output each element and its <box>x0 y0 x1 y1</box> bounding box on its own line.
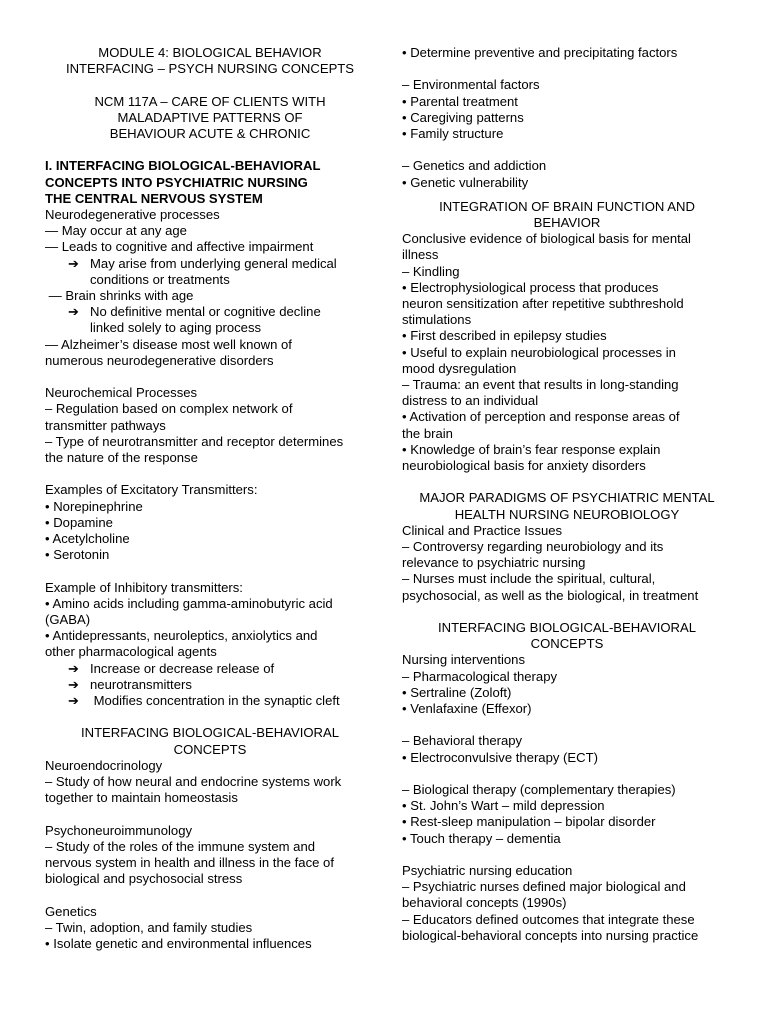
chem-item: – Regulation based on complex network of <box>45 401 293 417</box>
arrow-icon: ➔ <box>68 255 79 271</box>
interfacing-heading-line-2: CONCEPTS <box>530 636 604 652</box>
sub-heading <box>45 725 375 757</box>
interfacing-heading-line-1: INTERFACING BIOLOGICAL-BEHAVIORAL <box>437 620 697 636</box>
integration-heading-line-1: INTEGRATION OF BRAIN FUNCTION AND <box>439 198 695 214</box>
inhib-item: • Amino acids including gamma-aminobutyric acid <box>45 595 333 611</box>
bt-item: • Electroconvulsive therapy (ECT) <box>402 749 598 765</box>
module-title-line-2: INTERFACING – PSYCH NURSING CONCEPTS <box>65 61 355 77</box>
gen-item: – Twin, adoption, and family studies <box>45 919 253 935</box>
bio-item: • St. John’s Wart – mild depression <box>402 798 605 814</box>
right-column <box>402 45 732 944</box>
excitatory-section <box>45 482 375 563</box>
excit-item: • Acetylcholine <box>45 531 130 547</box>
sub-heading-line-1: INTERFACING BIOLOGICAL-BEHAVIORAL <box>80 725 340 741</box>
excit-title: Examples of Excitatory Transmitters: <box>45 482 258 498</box>
genetics-continued-item: • Determine preventive and precipitating factors <box>402 45 678 60</box>
module-title-line-1: MODULE 4: BIOLOGICAL BEHAVIOR <box>98 45 322 60</box>
chem-title: Neurochemical Processes <box>45 385 198 401</box>
para-item: – Controversy regarding neurobiology and its <box>402 539 664 555</box>
course-title-line-2: MALADAPTIVE PATTERNS OF <box>117 109 303 125</box>
para-item: relevance to psychiatric nursing <box>402 555 586 571</box>
edu-item: – Psychiatric nurses defined major biological and <box>402 879 686 895</box>
integ-item: • Useful to explain neurobiological processes in <box>402 344 676 360</box>
section-heading-line-2: CONCEPTS INTO PSYCHIATRIC NURSING <box>45 174 308 190</box>
genadd-item: • Genetic vulnerability <box>402 174 529 190</box>
inhib-item: • Antidepressants, neuroleptics, anxiolytics and <box>45 628 318 644</box>
neuro-subitem <box>45 304 375 336</box>
bio-item: • Rest-sleep manipulation – bipolar disorder <box>402 814 656 830</box>
env-item: • Parental treatment <box>402 93 518 109</box>
edu-item: – Educators defined outcomes that integrate these <box>402 911 695 927</box>
paradigms-section <box>402 523 732 604</box>
neuro-item: — Brain shrinks with age <box>45 288 194 304</box>
course-title-line-3: BEHAVIOUR ACUTE & CHRONIC <box>109 126 311 141</box>
integ-item: – Trauma: an event that results in long-standing <box>402 377 679 393</box>
paradigms-heading-line-2: HEALTH NURSING NEUROBIOLOGY <box>454 506 680 522</box>
env-item: • Caregiving patterns <box>402 109 524 125</box>
immuno-item: biological and psychosocial stress <box>45 871 243 887</box>
neuro-subitem-line: May arise from underlying general medical <box>90 255 337 271</box>
biological-therapy-section <box>402 782 732 847</box>
integ-item: mood dysregulation <box>402 360 517 376</box>
chem-item: the nature of the response <box>45 450 198 466</box>
immuno-item: nervous system in health and illness in the face of <box>45 855 334 871</box>
neuro-subitem <box>45 256 375 288</box>
paradigms-heading-line-1: MAJOR PARADIGMS OF PSYCHIATRIC MENTAL <box>419 490 715 506</box>
inhib-subitem-line: neurotransmitters <box>90 676 192 692</box>
inhib-subitem-line: Increase or decrease release of <box>90 660 275 676</box>
edu-item: biological-behavioral concepts into nursing practice <box>402 927 699 943</box>
ni-item: – Pharmacological therapy <box>402 668 558 684</box>
integ-item: neuron sensitization after repetitive subthreshold <box>402 296 684 312</box>
para-item: – Nurses must include the spiritual, cultural, <box>402 571 656 587</box>
interfacing-heading <box>402 620 732 652</box>
endo-item: together to maintain homeostasis <box>45 790 238 806</box>
integration-heading <box>402 199 732 231</box>
integ-item: illness <box>402 247 439 263</box>
paradigms-heading <box>402 490 732 522</box>
immuno-item: – Study of the roles of the immune system and <box>45 838 316 854</box>
arrow-icon: ➔ <box>68 304 79 320</box>
integ-item: neurobiological basis for anxiety disorders <box>402 458 646 474</box>
gen-item: • Isolate genetic and environmental influences <box>45 936 312 952</box>
inhib-subitem-line: Modifies concentration in the synaptic cleft <box>90 693 340 709</box>
excit-item: • Dopamine <box>45 514 113 530</box>
integration-section <box>402 231 732 474</box>
neuro-title: Neurodegenerative processes <box>45 207 220 222</box>
neurochemical-section <box>45 385 375 466</box>
behavioral-therapy-section <box>402 733 732 765</box>
inhib-item: (GABA) <box>45 612 91 628</box>
left-column <box>45 45 375 952</box>
inhib-subitem <box>45 677 375 693</box>
module-title <box>45 45 375 77</box>
environmental-section <box>402 77 732 142</box>
bt-title: – Behavioral therapy <box>402 733 523 749</box>
integ-item: stimulations <box>402 312 472 328</box>
arrow-icon: ➔ <box>68 693 79 709</box>
inhib-title: Example of Inhibitory transmitters: <box>45 579 243 595</box>
edu-item: behavioral concepts (1990s) <box>402 895 567 911</box>
excit-item: • Serotonin <box>45 547 110 563</box>
section-heading-line-3: THE CENTRAL NERVOUS SYSTEM <box>45 190 263 206</box>
endo-item: – Study of how neural and endocrine systems work <box>45 774 342 790</box>
inhib-item: other pharmacological agents <box>45 644 217 660</box>
section-heading-line-1: I. INTERFACING BIOLOGICAL-BEHAVIORAL <box>45 158 321 174</box>
neuro-item: — Leads to cognitive and affective impairment <box>45 239 314 255</box>
integ-item: • Electrophysiological process that produces <box>402 279 659 295</box>
course-title-line-1: NCM 117A – CARE OF CLIENTS WITH <box>94 93 326 109</box>
section-heading <box>45 158 375 207</box>
genetics-section <box>45 904 375 953</box>
neuro-subitem-line: conditions or treatments <box>90 271 230 287</box>
integ-item: • Activation of perception and response areas of <box>402 409 680 425</box>
integ-item: Conclusive evidence of biological basis for mental <box>402 231 691 247</box>
neuro-item: numerous neurodegenerative disorders <box>45 352 274 368</box>
chem-item: – Type of neurotransmitter and receptor determines <box>45 433 344 449</box>
edu-title: Psychiatric nursing education <box>402 863 573 879</box>
integ-item: – Kindling <box>402 263 460 279</box>
bio-item: • Touch therapy – dementia <box>402 830 561 846</box>
integ-item: • First described in epilepsy studies <box>402 328 607 344</box>
ni-item: • Venlafaxine (Effexor) <box>402 701 532 717</box>
neuro-item: — May occur at any age <box>45 223 187 239</box>
genadd-title: – Genetics and addiction <box>402 158 547 174</box>
ni-title: Nursing interventions <box>402 652 525 668</box>
psychoneuroimmunology-section <box>45 823 375 888</box>
neuro-subitem-line: linked solely to aging process <box>90 320 262 336</box>
neuro-subitem-line: No definitive mental or cognitive decline <box>90 304 321 320</box>
nursing-interventions-section <box>402 652 732 717</box>
env-item: • Family structure <box>402 126 504 141</box>
excit-item: • Norepinephrine <box>45 498 143 514</box>
neurodegenerative-section <box>45 207 375 369</box>
para-item: psychosocial, as well as the biological, in treatment <box>402 587 699 603</box>
arrow-icon: ➔ <box>68 676 79 692</box>
inhibitory-section <box>45 580 375 710</box>
gen-title: Genetics <box>45 903 97 919</box>
integ-item: • Knowledge of brain’s fear response explain <box>402 441 661 457</box>
immuno-title: Psychoneuroimmunology <box>45 822 193 838</box>
para-item: Clinical and Practice Issues <box>402 522 563 538</box>
education-section <box>402 863 732 944</box>
integration-heading-line-2: BEHAVIOR <box>533 215 601 230</box>
env-title: – Environmental factors <box>402 77 540 93</box>
chem-item: transmitter pathways <box>45 417 166 433</box>
bio-title: – Biological therapy (complementary therapies) <box>402 782 676 798</box>
genetics-addiction-section <box>402 158 732 190</box>
neuroendocrinology-section <box>45 758 375 807</box>
inhib-subitem <box>45 661 375 677</box>
ni-item: • Sertraline (Zoloft) <box>402 684 512 700</box>
arrow-icon: ➔ <box>68 660 79 676</box>
endo-title: Neuroendocrinology <box>45 757 163 773</box>
sub-heading-line-2: CONCEPTS <box>173 741 247 757</box>
integ-item: the brain <box>402 425 453 441</box>
integ-item: distress to an individual <box>402 393 539 409</box>
neuro-item: — Alzheimer’s disease most well known of <box>45 336 292 352</box>
course-title <box>45 94 375 143</box>
inhib-subitem <box>45 693 375 709</box>
